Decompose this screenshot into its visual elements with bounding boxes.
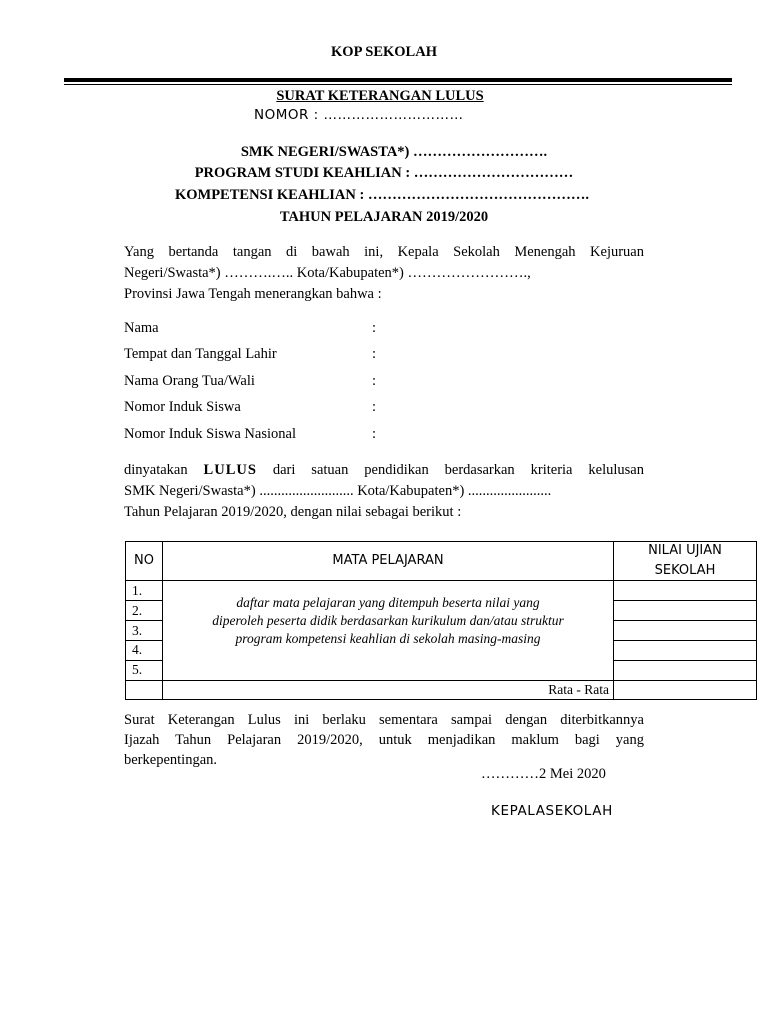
intro-line-2-c: Kota/Kabupaten*): [296, 265, 404, 281]
score-row-line-3: [613, 640, 756, 641]
intro-line-1: Yang bertanda tangan di bawah ini, Kepala Sekolah Menengah Kejuruan: [124, 244, 644, 260]
statement-paragraph: [124, 460, 644, 523]
field-colon-nama: :: [372, 320, 377, 336]
row-number-4: 4.: [132, 642, 143, 657]
subjects-note-line-2: diperoleh peserta didik berdasarkan kurikulum dan/atau struktur: [212, 613, 564, 628]
statement-prefix: dinyatakan: [124, 462, 204, 478]
intro-line-3: Provinsi Jawa Tengah menerangkan bahwa :: [124, 286, 382, 302]
header-rule-thick: [64, 78, 732, 82]
header-score-line-2: SEKOLAH: [654, 563, 716, 578]
field-colon-nis: :: [372, 399, 377, 415]
letterhead-title: KOP SEKOLAH: [331, 44, 437, 60]
field-colon-nisn: :: [372, 426, 377, 442]
statement-line-2: SMK Negeri/Swasta*) .......................... Kota/Kabupaten*) .......................: [124, 483, 552, 499]
intro-line-2-d: …………………….,: [407, 265, 531, 281]
signature-title: KEPALASEKOLAH: [491, 803, 613, 819]
row-number-2: 2.: [132, 603, 143, 618]
average-label: Rata - Rata: [548, 682, 609, 697]
closing-line-3: berkepentingan.: [124, 752, 218, 768]
table-average-divider: [125, 680, 756, 681]
header-rule-thin: [64, 84, 732, 85]
school-name: SMK NEGERI/SWASTA*) ……………………….: [240, 144, 548, 160]
field-colon-orang-tua: :: [372, 373, 377, 389]
field-label-nisn: Nomor Induk Siswa Nasional: [124, 426, 296, 442]
header-no: NO: [134, 553, 154, 568]
field-label-orang-tua: Nama Orang Tua/Wali: [124, 373, 255, 389]
row-number-3: 3.: [132, 623, 143, 638]
row-number-1: 1.: [132, 583, 143, 598]
no-row-line-1: [125, 600, 163, 601]
intro-line-2-a: Negeri/Swasta*): [124, 265, 221, 281]
statement-suffix: dari satuan pendidikan berdasarkan kriteria kelulusan: [256, 462, 644, 478]
score-row-line-4: [613, 660, 756, 661]
closing-paragraph: [124, 710, 644, 770]
table-header-divider: [125, 580, 756, 581]
document-title: SURAT KETERANGAN LULUS: [276, 88, 484, 104]
intro-line-2: [124, 263, 644, 284]
subjects-note: [163, 594, 613, 648]
field-label-nama: Nama: [124, 320, 159, 336]
closing-line-1: Surat Keterangan Lulus ini berlaku sementara sampai dengan diterbitkannya: [124, 712, 644, 728]
statement-line-1: [124, 460, 644, 481]
score-row-line-2: [613, 620, 756, 621]
row-number-5: 5.: [132, 662, 143, 677]
closing-line-2: Ijazah Tahun Pelajaran 2019/2020, untuk menjadikan maklum bagi yang: [124, 732, 644, 748]
intro-line-2-b: ……….…..: [224, 265, 294, 281]
kompetensi-keahlian: KOMPETENSI KEAHLIAN : ……………………………………….: [174, 187, 590, 203]
lulus-text: LULUS: [203, 462, 257, 478]
intro-paragraph: [124, 242, 644, 305]
program-studi: PROGRAM STUDI KEAHLIAN : ……………………………: [194, 165, 574, 181]
field-label-ttl: Tempat dan Tanggal Lahir: [124, 346, 277, 362]
no-row-line-4: [125, 660, 163, 661]
header-subject: MATA PELAJARAN: [332, 553, 444, 568]
academic-year: TAHUN PELAJARAN 2019/2020: [279, 209, 489, 225]
no-row-line-2: [125, 620, 163, 621]
document-number: NOMOR : …………………………: [254, 107, 464, 123]
subjects-note-line-1: daftar mata pelajaran yang ditempuh beserta nilai yang: [236, 595, 540, 610]
signature-date: …………2 Mei 2020: [481, 766, 606, 782]
field-colon-ttl: :: [372, 346, 377, 362]
header-score-line-1: NILAI UJIAN: [648, 543, 722, 558]
statement-line-3: Tahun Pelajaran 2019/2020, dengan nilai sebagai berikut :: [124, 504, 462, 520]
field-label-nis: Nomor Induk Siswa: [124, 399, 241, 415]
score-row-line-1: [613, 600, 756, 601]
subjects-note-line-3: program kompetensi keahlian di sekolah masing-masing: [235, 631, 541, 646]
no-row-line-3: [125, 640, 163, 641]
